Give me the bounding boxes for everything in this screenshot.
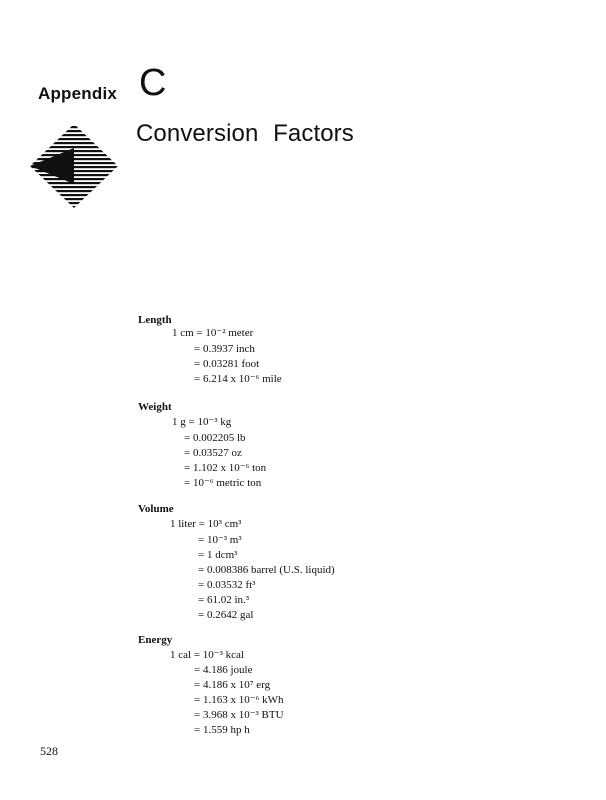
- conversion-line: = 0.03527 oz: [184, 447, 242, 459]
- conversion-line: = 61.02 in.³: [198, 594, 250, 606]
- appendix-label: Appendix: [38, 84, 118, 103]
- conversion-line: = 0.03281 foot: [194, 358, 260, 370]
- appendix-letter: C: [139, 62, 167, 104]
- conversion-line: = 0.03532 ft³: [198, 579, 256, 591]
- section-heading: Weight: [138, 401, 172, 413]
- conversion-line: = 1.163 x 10⁻⁶ kWh: [194, 694, 284, 706]
- conversion-line: = 0.008386 barrel (U.S. liquid): [198, 564, 335, 576]
- page-number: 528: [40, 744, 58, 758]
- conversion-line: 1 g = 10⁻³ kg: [172, 416, 232, 428]
- conversion-line: 1 cal = 10⁻³ kcal: [170, 649, 244, 661]
- section-heading: Energy: [138, 634, 173, 646]
- conversion-line: = 6.214 x 10⁻⁶ mile: [194, 373, 282, 385]
- conversion-line: = 0.3937 inch: [194, 343, 255, 355]
- conversion-line: = 10⁻³ m³: [198, 534, 242, 546]
- section-heading: Volume: [138, 503, 174, 515]
- conversion-line: = 1.559 hp h: [194, 724, 250, 736]
- striped-diamond-logo-icon: [30, 124, 118, 208]
- conversion-line: = 0.2642 gal: [198, 609, 254, 621]
- conversion-line: = 4.186 joule: [194, 664, 253, 676]
- conversion-line: = 0.002205 lb: [184, 432, 246, 444]
- conversion-line: = 3.968 x 10⁻³ BTU: [194, 709, 284, 721]
- conversion-line: 1 cm = 10⁻² meter: [172, 327, 254, 339]
- conversion-line: = 1 dcm³: [198, 549, 238, 561]
- conversion-line: = 4.186 x 10⁷ erg: [194, 679, 271, 691]
- conversion-line: 1 liter = 10³ cm³: [170, 518, 242, 530]
- section-heading: Length: [138, 314, 172, 326]
- conversion-line: = 10⁻⁶ metric ton: [184, 477, 262, 489]
- conversion-line: = 1.102 x 10⁻⁶ ton: [184, 462, 267, 474]
- chapter-title: Conversion Factors: [136, 120, 354, 147]
